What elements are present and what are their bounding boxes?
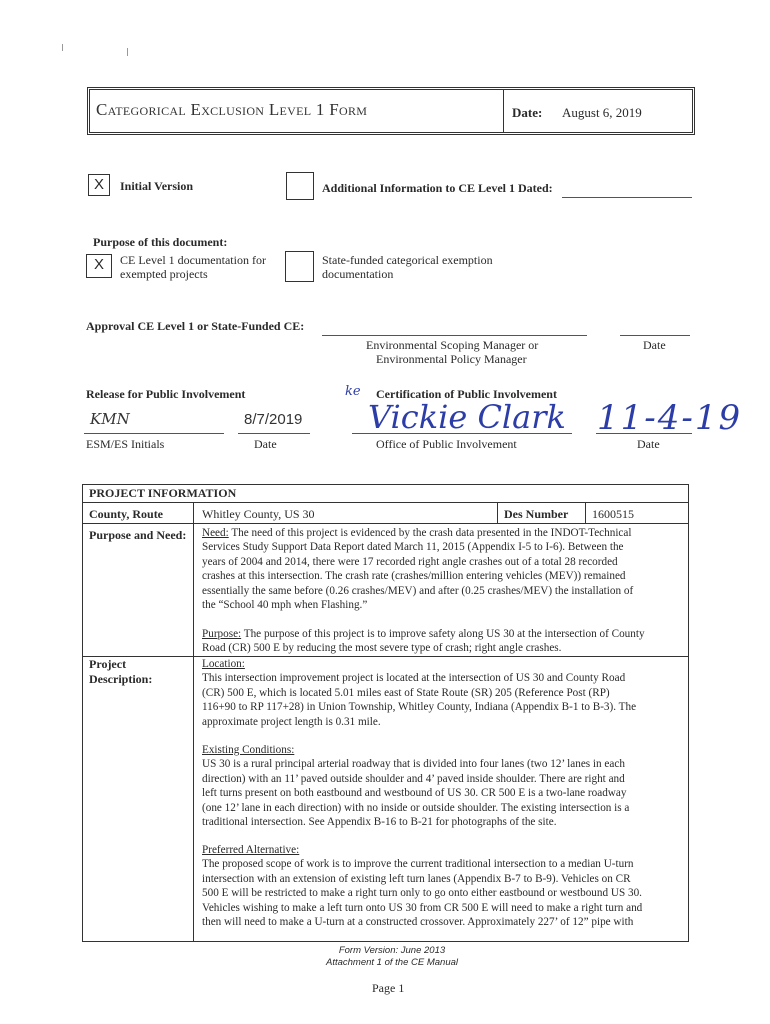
preferred-line: then will need to make a U-turn at a constructed crossover. Approximately 227’ of 12” pipe with	[202, 916, 634, 929]
approval-signer-line1: Environmental Scoping Manager or	[366, 338, 539, 352]
state-funded-label-line1: State-funded categorical exemption	[322, 253, 493, 267]
certification-date-line	[596, 433, 692, 434]
release-date-label: Date	[254, 437, 277, 451]
need-line: Services Study Support Data Report dated March 11, 2015 (Appendix I-5 to I-6). Between the	[202, 541, 624, 554]
location-line: 116+90 to RP 117+28) in Union Township, Whitley County, Indiana (Appendix B-1 to B-3). The	[202, 701, 637, 714]
existing-line: (one 12’ lane in each direction) with no inside or outside shoulder. The existing intersection is a	[202, 801, 630, 814]
purpose-need-label: Purpose and Need:	[89, 528, 187, 542]
preferred-alternative-heading: Preferred Alternative:	[202, 844, 300, 856]
existing-conditions-paragraph	[202, 743, 686, 829]
release-date-line	[238, 433, 310, 434]
initial-version-checkbox[interactable]: X	[88, 174, 110, 196]
form-title: Categorical Exclusion Level 1 Form	[96, 100, 368, 119]
purpose-heading: Purpose:	[202, 628, 242, 640]
initial-version-label: Initial Version	[120, 179, 194, 193]
certification-date-value: 11-4-19	[597, 398, 743, 438]
purpose-paragraph	[202, 627, 686, 656]
additional-info-checkbox[interactable]	[286, 172, 314, 200]
project-section-title: PROJECT INFORMATION	[89, 486, 237, 500]
des-number-label: Des Number	[504, 507, 569, 521]
date-value: August 6, 2019	[562, 105, 642, 120]
existing-conditions-heading: Existing Conditions:	[202, 744, 295, 756]
need-line: years of 2004 and 2014, there were 17 recorded right angle crashes out of a total 28 recorded	[202, 555, 618, 568]
preferred-line: intersection with an extension of existing left turn lanes (Appendix B-7 to B-9). Vehicles on CR	[202, 872, 631, 885]
location-line: (CR) 500 E, which is located 5.01 miles east of State Route (SR) 205 (Reference Post (RP)	[202, 686, 610, 699]
additional-info-label: Additional Information to CE Level 1 Dated:	[322, 181, 553, 195]
purpose-line: Road (CR) 500 E by reducing the most severe type of crash; right angle crashes.	[202, 642, 562, 655]
esm-initials-line	[84, 433, 224, 434]
project-description-label-line1: Project	[89, 657, 127, 671]
state-funded-checkbox[interactable]	[285, 251, 314, 282]
esm-initials: KMN	[90, 410, 130, 428]
purpose-heading: Purpose of this document:	[93, 235, 228, 249]
des-cell-rule-right	[585, 502, 586, 523]
approval-label: Approval CE Level 1 or State-Funded CE:	[86, 319, 305, 333]
need-line	[202, 526, 686, 540]
project-label-column-rule	[193, 502, 194, 942]
state-funded-label-line2: documentation	[322, 267, 394, 281]
preferred-line: The proposed scope of work is to improve the current traditional intersection to a median U-turn	[202, 858, 634, 871]
form-version-footer: Form Version: June 2013	[338, 945, 446, 956]
need-line: essentially the same before (0.26 crashes/MEV) and after (0.25 crashes/MEV) the installation of	[202, 584, 634, 597]
county-row-rule	[83, 523, 688, 524]
scan-mark	[62, 44, 63, 51]
approval-date-label: Date	[643, 338, 666, 352]
certification-signature-line	[352, 433, 572, 434]
certification-annotation: ke	[345, 384, 361, 399]
date-label: Date:	[512, 105, 543, 120]
project-header-rule	[83, 502, 688, 503]
release-label: Release for Public Involvement	[86, 387, 246, 401]
need-line: the “School 40 mph when Flashing.”	[202, 599, 368, 612]
ce-level1-checkbox[interactable]: X	[86, 254, 112, 278]
location-paragraph	[202, 657, 686, 729]
scan-mark	[127, 48, 128, 56]
ce-level1-label-line1: CE Level 1 documentation for	[120, 253, 266, 267]
certification-office-label: Office of Public Involvement	[376, 437, 517, 451]
need-paragraph	[202, 526, 686, 612]
preferred-alternative-paragraph	[202, 843, 686, 929]
approval-signature-line	[322, 335, 587, 336]
ce-level1-label-line2: exempted projects	[120, 267, 208, 281]
county-route-label: County, Route	[89, 507, 164, 521]
need-line-text: The need of this project is evidenced by the crash data presented in the INDOT-Technical	[228, 527, 632, 539]
certification-date-label: Date	[637, 437, 660, 451]
existing-line: US 30 is a rural principal arterial roadway that is divided into four lanes (two 12’ lanes in each	[202, 758, 625, 771]
location-line: This intersection improvement project is located at the intersection of US 30 and County Road	[202, 672, 626, 685]
purpose-line-text: The purpose of this project is to improve safety along US 30 at the intersection of County	[241, 628, 645, 640]
title-divider	[503, 89, 504, 133]
location-heading: Location:	[202, 658, 245, 670]
project-description-label-line2: Description:	[89, 672, 153, 686]
county-route-value: Whitley County, US 30	[202, 507, 315, 521]
approval-signer-line2: Environmental Policy Manager	[376, 352, 527, 366]
page-number: Page 1	[372, 981, 405, 995]
release-date-value: 8/7/2019	[244, 411, 303, 428]
existing-line: traditional intersection. See Appendix B-16 to B-21 for photographs of the site.	[202, 816, 557, 829]
preferred-line: 500 E will be restricted to make a right turn only to go onto either eastbound or westbound US 30.	[202, 887, 642, 900]
need-line: crashes at this intersection. The crash rate (crashes/million entering vehicles (MEV)) remained	[202, 570, 626, 583]
attachment-footer: Attachment 1 of the CE Manual	[325, 957, 459, 968]
approval-date-line	[620, 335, 690, 336]
des-cell-rule-left	[497, 502, 498, 523]
location-line: approximate project length is 0.31 mile.	[202, 715, 381, 728]
additional-info-date-line	[562, 197, 692, 198]
des-number-value: 1600515	[592, 507, 634, 521]
esm-initials-label: ESM/ES Initials	[86, 437, 165, 451]
existing-line: left turns present on both eastbound and westbound of US 30. CR 500 E is a two-lane roadway	[202, 787, 627, 800]
existing-line: direction) with an 11’ paved outside shoulder and 4’ paved inside shoulder. There are right and	[202, 772, 625, 785]
purpose-line	[202, 627, 686, 641]
preferred-line: Vehicles wishing to make a left turn onto US 30 from CR 500 E will need to make a right turn and	[202, 901, 643, 914]
certification-signature: Vickie Clark	[368, 398, 566, 436]
certification-label: Certification of Public Involvement	[376, 387, 557, 401]
need-heading: Need:	[202, 527, 229, 539]
